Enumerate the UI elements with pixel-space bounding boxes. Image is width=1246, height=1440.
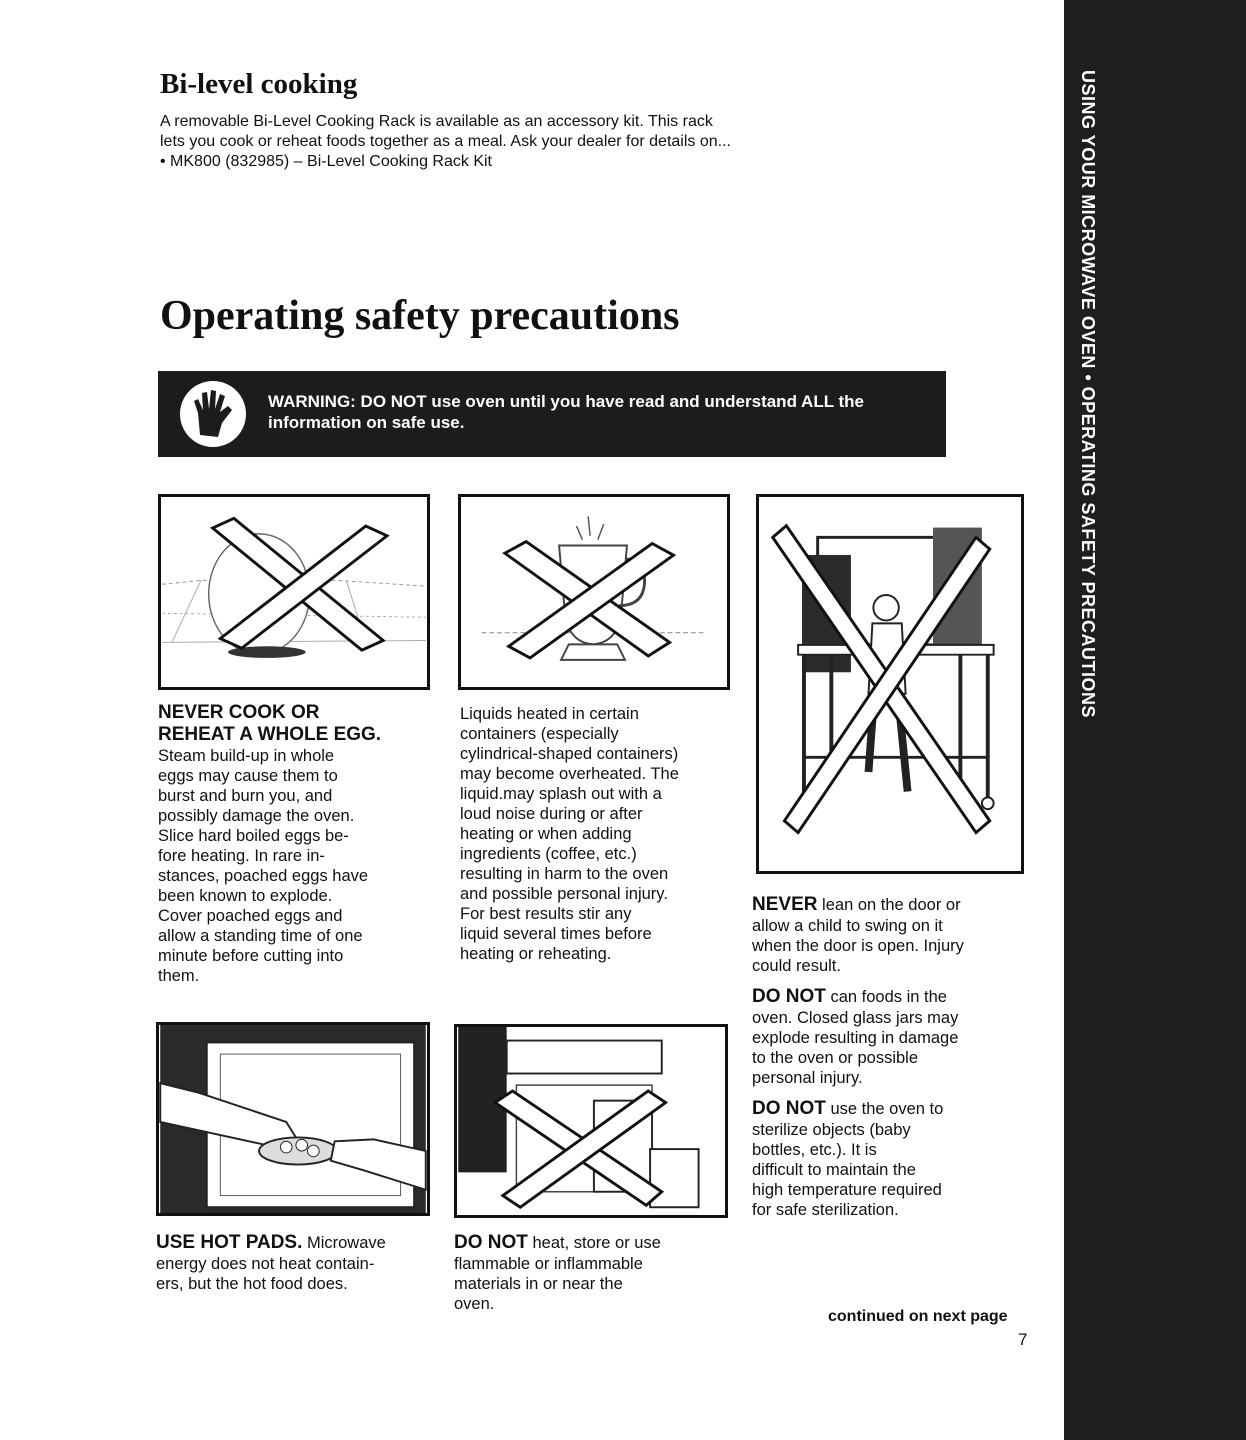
egg-line: Cover poached eggs and	[158, 907, 343, 925]
egg-line: burst and burn you, and	[158, 787, 333, 805]
egg-line: them.	[158, 967, 200, 985]
mug-drawing	[461, 497, 727, 687]
flammable-lead: DO NOT	[454, 1232, 528, 1253]
egg-line: fore heating. In rare in-	[158, 847, 325, 865]
continued-note: continued on next page	[828, 1308, 1008, 1325]
can-line: oven. Closed glass jars may	[752, 1009, 959, 1027]
oven-hands-drawing	[159, 1025, 427, 1213]
page-number: 7	[1018, 1330, 1028, 1349]
bilevel-kit-item: • MK800 (832985) – Bi-Level Cooking Rack Kit	[160, 153, 492, 170]
door-illustration	[756, 494, 1024, 874]
hotpads-lead: USE HOT PADS.	[156, 1232, 303, 1253]
egg-illustration	[158, 494, 430, 690]
egg-heading-1: NEVER COOK OR	[158, 702, 320, 723]
liquids-line: heating or reheating.	[460, 945, 612, 963]
liquids-line: and possible personal injury.	[460, 885, 668, 903]
warning-line-2: information on safe use.	[268, 413, 465, 432]
egg-line: Slice hard boiled eggs be-	[158, 827, 349, 845]
side-tab	[1064, 0, 1112, 800]
egg-text	[158, 702, 430, 986]
hotpads-illustration	[156, 1022, 430, 1216]
child-swinging-drawing	[759, 497, 1021, 871]
egg-line: Steam build-up in whole	[158, 747, 335, 765]
liquids-line: resulting in harm to the oven	[460, 865, 669, 883]
door-line: lean on the door or	[817, 896, 961, 914]
can-line: explode resulting in damage	[752, 1029, 959, 1047]
bilevel-body	[160, 112, 880, 172]
flammable-text	[454, 1232, 734, 1314]
flammable-drawing	[457, 1027, 725, 1215]
liquids-line: may become overheated. The	[460, 765, 679, 783]
sterilize-line: for safe sterilization.	[752, 1201, 899, 1219]
sterilize-line: high temperature required	[752, 1181, 942, 1199]
flammable-line: materials in or near the	[454, 1275, 623, 1293]
can-line: to the oven or possible	[752, 1049, 919, 1067]
bilevel-line-1: A removable Bi-Level Cooking Rack is available as an accessory kit. This rack	[160, 113, 713, 130]
hotpads-text	[156, 1232, 436, 1294]
sterilize-line: sterilize objects (baby	[752, 1121, 911, 1139]
flammable-illustration	[454, 1024, 728, 1218]
egg-line: minute before cutting into	[158, 947, 344, 965]
hotpads-line: Microwave	[302, 1234, 386, 1252]
liquids-line: heating or when adding	[460, 825, 632, 843]
liquids-line: For best results stir any	[460, 905, 632, 923]
liquids-line: liquid several times before	[460, 925, 652, 943]
door-paragraph	[752, 894, 1042, 976]
can-paragraph	[752, 986, 1042, 1088]
sterilize-line: use the oven to	[825, 1100, 944, 1118]
can-lead: DO NOT	[752, 986, 826, 1007]
egg-drawing	[161, 497, 427, 687]
door-line: allow a child to swing on it	[752, 917, 943, 935]
bilevel-heading: Bi-level cooking	[160, 68, 358, 100]
sterilize-line: bottles, etc.). It is	[752, 1141, 877, 1159]
sterilize-paragraph	[752, 1098, 1042, 1220]
flammable-line: flammable or inflammable	[454, 1255, 643, 1273]
sterilize-line: difficult to maintain the	[752, 1161, 916, 1179]
can-line: personal injury.	[752, 1069, 863, 1087]
egg-line: allow a standing time of one	[158, 927, 363, 945]
egg-line: eggs may cause them to	[158, 767, 338, 785]
egg-line: stances, poached eggs have	[158, 867, 369, 885]
safety-heading: Operating safety precautions	[160, 293, 680, 339]
can-line: can foods in the	[825, 988, 947, 1006]
flammable-line: oven.	[454, 1295, 495, 1313]
warning-hand-icon	[178, 379, 248, 449]
liquids-text	[460, 704, 740, 964]
egg-line: possibly damage the oven.	[158, 807, 355, 825]
liquids-line: cylindrical-shaped containers)	[460, 745, 679, 763]
liquids-line: liquid.may splash out with a	[460, 785, 662, 803]
liquids-line: containers (especially	[460, 725, 619, 743]
bilevel-line-2: lets you cook or reheat foods together as a meal. Ask your dealer for details on...	[160, 133, 731, 150]
liquids-line: loud noise during or after	[460, 805, 643, 823]
liquids-line: Liquids heated in certain	[460, 705, 639, 723]
right-column-text	[752, 894, 1042, 1230]
side-tab-label: USING YOUR MICROWAVE OVEN • OPERATING SAFETY PRECAUTIONS	[1078, 70, 1098, 719]
egg-heading-2: REHEAT A WHOLE EGG.	[158, 724, 382, 745]
hotpads-line: energy does not heat contain-	[156, 1255, 375, 1273]
door-line: could result.	[752, 957, 841, 975]
liquids-line: ingredients (coffee, etc.)	[460, 845, 637, 863]
warning-banner	[158, 371, 946, 457]
hotpads-line: ers, but the hot food does.	[156, 1275, 348, 1293]
door-lead: NEVER	[752, 894, 818, 915]
warning-line-1: WARNING: DO NOT use oven until you have read and understand ALL the	[268, 392, 865, 411]
door-line: when the door is open. Injury	[752, 937, 964, 955]
flammable-line: heat, store or use	[527, 1234, 661, 1252]
egg-line: been known to explode.	[158, 887, 333, 905]
warning-text	[268, 391, 928, 433]
sterilize-lead: DO NOT	[752, 1098, 826, 1119]
liquids-illustration	[458, 494, 730, 690]
